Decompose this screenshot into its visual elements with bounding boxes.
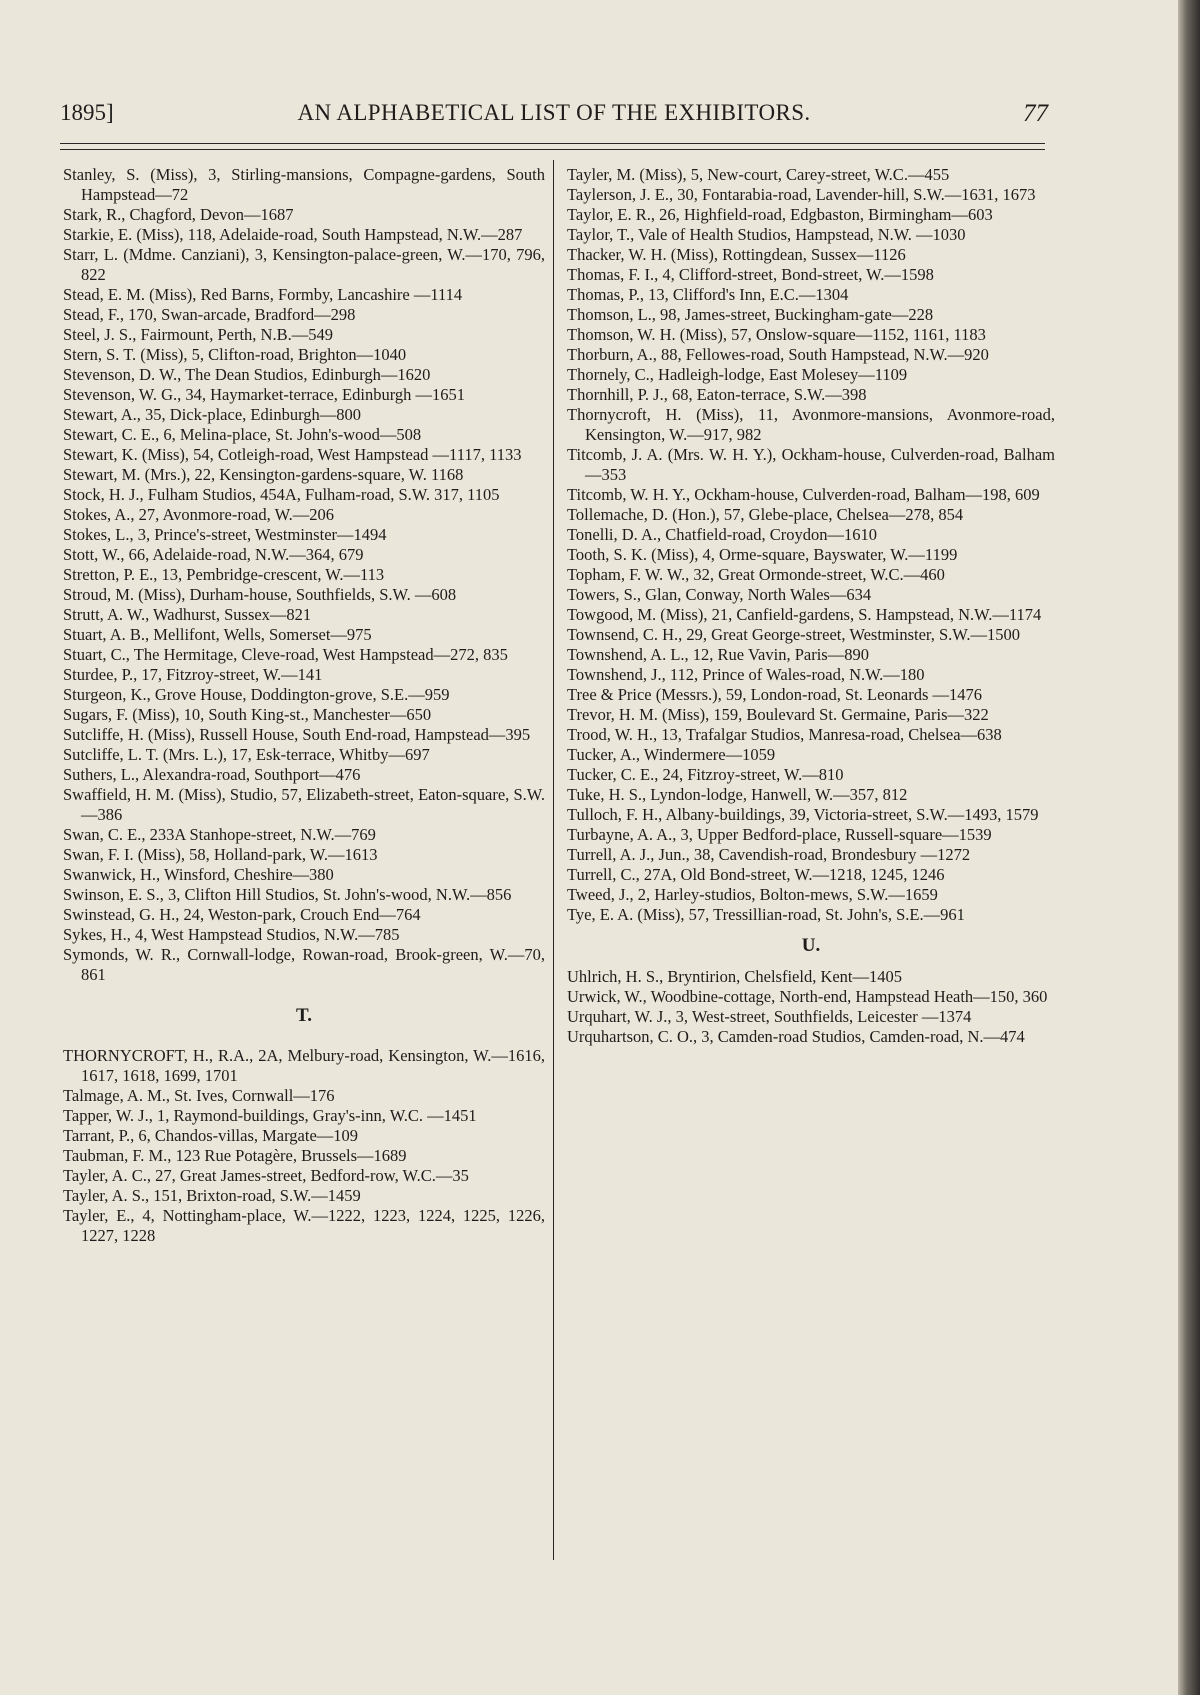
exhibitor-entry: Tayler, M. (Miss), 5, New-court, Carey-street, W.C.—455 [567, 165, 950, 184]
exhibitor-entry: Topham, F. W. W., 32, Great Ormonde-street, W.C.—460 [567, 565, 945, 584]
exhibitor-entry: Tooth, S. K. (Miss), 4, Orme-square, Bayswater, W.—1199 [567, 545, 958, 564]
exhibitor-entry: Stretton, P. E., 13, Pembridge-crescent, W.—113 [63, 565, 385, 584]
page-edge-shadow [1178, 0, 1200, 1695]
exhibitor-entry: Trood, W. H., 13, Trafalgar Studios, Manresa-road, Chelsea—638 [567, 725, 1002, 744]
exhibitor-entry: Stark, R., Chagford, Devon—1687 [63, 205, 294, 224]
column-divider [553, 160, 554, 1560]
exhibitor-entry: Suthers, L., Alexandra-road, Southport—476 [63, 765, 361, 784]
left-column [63, 165, 545, 1246]
exhibitor-entry: Townshend, J., 112, Prince of Wales-road, N.W.—180 [567, 665, 925, 684]
exhibitor-entry: Sturgeon, K., Grove House, Doddington-grove, S.E.—959 [63, 685, 450, 704]
exhibitor-entry: Thornely, C., Hadleigh-lodge, East Molesey—1109 [567, 365, 908, 384]
exhibitor-entry: Symonds, W. R., Cornwall-lodge, Rowan-road, Brook-green, W.—70, 861 [63, 945, 545, 984]
exhibitor-entry: Turrell, C., 27A, Old Bond-street, W.—1218, 1245, 1246 [567, 865, 945, 884]
page-number: 77 [1023, 100, 1048, 127]
exhibitor-entry: Thorburn, A., 88, Fellowes-road, South Hampstead, N.W.—920 [567, 345, 989, 364]
exhibitor-entry: Thomas, P., 13, Clifford's Inn, E.C.—1304 [567, 285, 849, 304]
section-heading-u: U. [801, 935, 821, 956]
exhibitor-entry: Tree & Price (Messrs.), 59, London-road, St. Leonards —1476 [567, 685, 983, 704]
exhibitor-entry: Stokes, L., 3, Prince's-street, Westminster—1494 [63, 525, 387, 544]
exhibitor-entry: Urquhartson, C. O., 3, Camden-road Studios, Camden-road, N.—474 [567, 1027, 1025, 1046]
exhibitor-entry: Sykes, H., 4, West Hampstead Studios, N.W.—785 [63, 925, 400, 944]
exhibitor-entry: Tayler, A. C., 27, Great James-street, Bedford-row, W.C.—35 [63, 1166, 469, 1185]
exhibitor-entry: Stuart, C., The Hermitage, Cleve-road, West Hampstead—272, 835 [63, 645, 508, 664]
header-rule-top [60, 143, 1045, 144]
exhibitor-entry: Sturdee, P., 17, Fitzroy-street, W.—141 [63, 665, 323, 684]
exhibitor-entry: Tayler, E., 4, Nottingham-place, W.—1222, 1223, 1224, 1225, 1226, 1227, 1228 [63, 1206, 545, 1245]
exhibitor-entry: Turbayne, A. A., 3, Upper Bedford-place, Russell-square—1539 [567, 825, 992, 844]
entries-t-right [567, 165, 1055, 925]
exhibitor-entry: Urwick, W., Woodbine-cottage, North-end, Hampstead Heath—150, 360 [567, 987, 1048, 1006]
exhibitor-entry: Turrell, A. J., Jun., 38, Cavendish-road, Brondesbury —1272 [567, 845, 971, 864]
exhibitor-entry: Trevor, H. M. (Miss), 159, Boulevard St. Germaine, Paris—322 [567, 705, 989, 724]
exhibitor-entry: Thomson, W. H. (Miss), 57, Onslow-square—1152, 1161, 1183 [567, 325, 986, 344]
right-column [567, 165, 1055, 1047]
exhibitor-entry: Taubman, F. M., 123 Rue Potagère, Brussels—1689 [63, 1146, 407, 1165]
exhibitor-entry: Stead, F., 170, Swan-arcade, Bradford—298 [63, 305, 356, 324]
exhibitor-entry: Sugars, F. (Miss), 10, South King-st., Manchester—650 [63, 705, 432, 724]
header-title: AN ALPHABETICAL LIST OF THE EXHIBITORS. [297, 100, 811, 125]
exhibitor-entry: Tapper, W. J., 1, Raymond-buildings, Gray's-inn, W.C. —1451 [63, 1106, 477, 1125]
exhibitor-entry: Stokes, A., 27, Avonmore-road, W.—206 [63, 505, 335, 524]
exhibitor-entry: Townshend, A. L., 12, Rue Vavin, Paris—890 [567, 645, 869, 664]
exhibitor-entry: Steel, J. S., Fairmount, Perth, N.B.—549 [63, 325, 333, 344]
exhibitor-entry: Strutt, A. W., Wadhurst, Sussex—821 [63, 605, 312, 624]
exhibitor-entry: Swan, C. E., 233A Stanhope-street, N.W.—769 [63, 825, 376, 844]
exhibitor-entry: Tucker, A., Windermere—1059 [567, 745, 776, 764]
exhibitor-entry: Townsend, C. H., 29, Great George-street, Westminster, S.W.—1500 [567, 625, 1020, 644]
exhibitor-entry: Tonelli, D. A., Chatfield-road, Croydon—1610 [567, 525, 878, 544]
exhibitor-entry: Taylor, T., Vale of Health Studios, Hampstead, N.W. —1030 [567, 225, 966, 244]
exhibitor-entry: THORNYCROFT, H., R.A., 2A, Melbury-road, Kensington, W.—1616, 1617, 1618, 1699, 1701 [63, 1046, 545, 1085]
exhibitor-entry: Starr, L. (Mdme. Canziani), 3, Kensington-palace-green, W.—170, 796, 822 [63, 245, 545, 284]
running-header [60, 100, 1048, 136]
entries-s [63, 165, 545, 985]
exhibitor-entry: Sutcliffe, L. T. (Mrs. L.), 17, Esk-terrace, Whitby—697 [63, 745, 430, 764]
exhibitor-entry: Stock, H. J., Fulham Studios, 454A, Fulham-road, S.W. 317, 1105 [63, 485, 500, 504]
exhibitor-entry: Uhlrich, H. S., Bryntirion, Chelsfield, Kent—1405 [567, 967, 903, 986]
exhibitor-entry: Taylor, E. R., 26, Highfield-road, Edgbaston, Birmingham—603 [567, 205, 993, 224]
exhibitor-entry: Towgood, M. (Miss), 21, Canfield-gardens, S. Hampstead, N.W.—1174 [567, 605, 1042, 624]
exhibitor-entry: Swinstead, G. H., 24, Weston-park, Crouch End—764 [63, 905, 421, 924]
header-year: 1895] [60, 100, 114, 125]
exhibitor-entry: Swaffield, H. M. (Miss), Studio, 57, Elizabeth-street, Eaton-square, S.W.—386 [63, 785, 545, 824]
exhibitor-entry: Stewart, A., 35, Dick-place, Edinburgh—800 [63, 405, 362, 424]
exhibitor-entry: Swanwick, H., Winsford, Cheshire—380 [63, 865, 334, 884]
exhibitor-entry: Sutcliffe, H. (Miss), Russell House, South End-road, Hampstead—395 [63, 725, 531, 744]
exhibitor-entry: Thacker, W. H. (Miss), Rottingdean, Sussex—1126 [567, 245, 906, 264]
exhibitor-entry: Stanley, S. (Miss), 3, Stirling-mansions, Compagne-gardens, South Hampstead—72 [63, 165, 545, 204]
exhibitor-entry: Stead, E. M. (Miss), Red Barns, Formby, Lancashire —1114 [63, 285, 463, 304]
exhibitor-entry: Stuart, A. B., Mellifont, Wells, Somerset—975 [63, 625, 372, 644]
entries-t-left [63, 1046, 545, 1246]
exhibitor-entry: Stevenson, D. W., The Dean Studios, Edinburgh—1620 [63, 365, 431, 384]
exhibitor-entry: Swan, F. I. (Miss), 58, Holland-park, W.—1613 [63, 845, 378, 864]
exhibitor-entry: Tye, E. A. (Miss), 57, Tressillian-road, St. John's, S.E.—961 [567, 905, 965, 924]
exhibitor-entry: Stott, W., 66, Adelaide-road, N.W.—364, 679 [63, 545, 364, 564]
exhibitor-entry: Stroud, M. (Miss), Durham-house, Southfields, S.W. —608 [63, 585, 457, 604]
exhibitor-entry: Stewart, K. (Miss), 54, Cotleigh-road, West Hampstead —1117, 1133 [63, 445, 522, 464]
exhibitor-entry: Tarrant, P., 6, Chandos-villas, Margate—109 [63, 1126, 359, 1145]
exhibitor-entry: Thornhill, P. J., 68, Eaton-terrace, S.W.—398 [567, 385, 867, 404]
exhibitor-entry: Titcomb, W. H. Y., Ockham-house, Culverden-road, Balham—198, 609 [567, 485, 1040, 504]
exhibitor-entry: Starkie, E. (Miss), 118, Adelaide-road, South Hampstead, N.W.—287 [63, 225, 523, 244]
exhibitor-entry: Tulloch, F. H., Albany-buildings, 39, Victoria-street, S.W.—1493, 1579 [567, 805, 1039, 824]
exhibitor-entry: Titcomb, J. A. (Mrs. W. H. Y.), Ockham-house, Culverden-road, Balham—353 [567, 445, 1055, 484]
exhibitor-entry: Stewart, C. E., 6, Melina-place, St. John's-wood—508 [63, 425, 422, 444]
exhibitor-entry: Tollemache, D. (Hon.), 57, Glebe-place, Chelsea—278, 854 [567, 505, 964, 524]
exhibitor-entry: Tuke, H. S., Lyndon-lodge, Hanwell, W.—357, 812 [567, 785, 908, 804]
exhibitor-entry: Stevenson, W. G., 34, Haymarket-terrace, Edinburgh —1651 [63, 385, 466, 404]
header-rule-bottom [60, 149, 1045, 150]
exhibitor-entry: Taylerson, J. E., 30, Fontarabia-road, Lavender-hill, S.W.—1631, 1673 [567, 185, 1036, 204]
section-heading-t: T. [295, 1005, 312, 1026]
exhibitor-entry: Talmage, A. M., St. Ives, Cornwall—176 [63, 1086, 335, 1105]
exhibitor-entry: Towers, S., Glan, Conway, North Wales—634 [567, 585, 872, 604]
exhibitor-entry: Stern, S. T. (Miss), 5, Clifton-road, Brighton—1040 [63, 345, 407, 364]
exhibitor-entry: Tucker, C. E., 24, Fitzroy-street, W.—810 [567, 765, 844, 784]
entries-u [567, 967, 1055, 1047]
exhibitor-entry: Tayler, A. S., 151, Brixton-road, S.W.—1459 [63, 1186, 361, 1205]
exhibitor-entry: Urquhart, W. J., 3, West-street, Southfields, Leicester —1374 [567, 1007, 972, 1026]
exhibitor-entry: Thornycroft, H. (Miss), 11, Avonmore-mansions, Avonmore-road, Kensington, W.—917, 982 [567, 405, 1055, 444]
exhibitor-entry: Thomson, L., 98, James-street, Buckingham-gate—228 [567, 305, 934, 324]
exhibitor-entry: Swinson, E. S., 3, Clifton Hill Studios, St. John's-wood, N.W.—856 [63, 885, 512, 904]
exhibitor-entry: Thomas, F. I., 4, Clifford-street, Bond-street, W.—1598 [567, 265, 934, 284]
exhibitor-entry: Stewart, M. (Mrs.), 22, Kensington-gardens-square, W. 1168 [63, 465, 464, 484]
exhibitor-entry: Tweed, J., 2, Harley-studios, Bolton-mews, S.W.—1659 [567, 885, 938, 904]
